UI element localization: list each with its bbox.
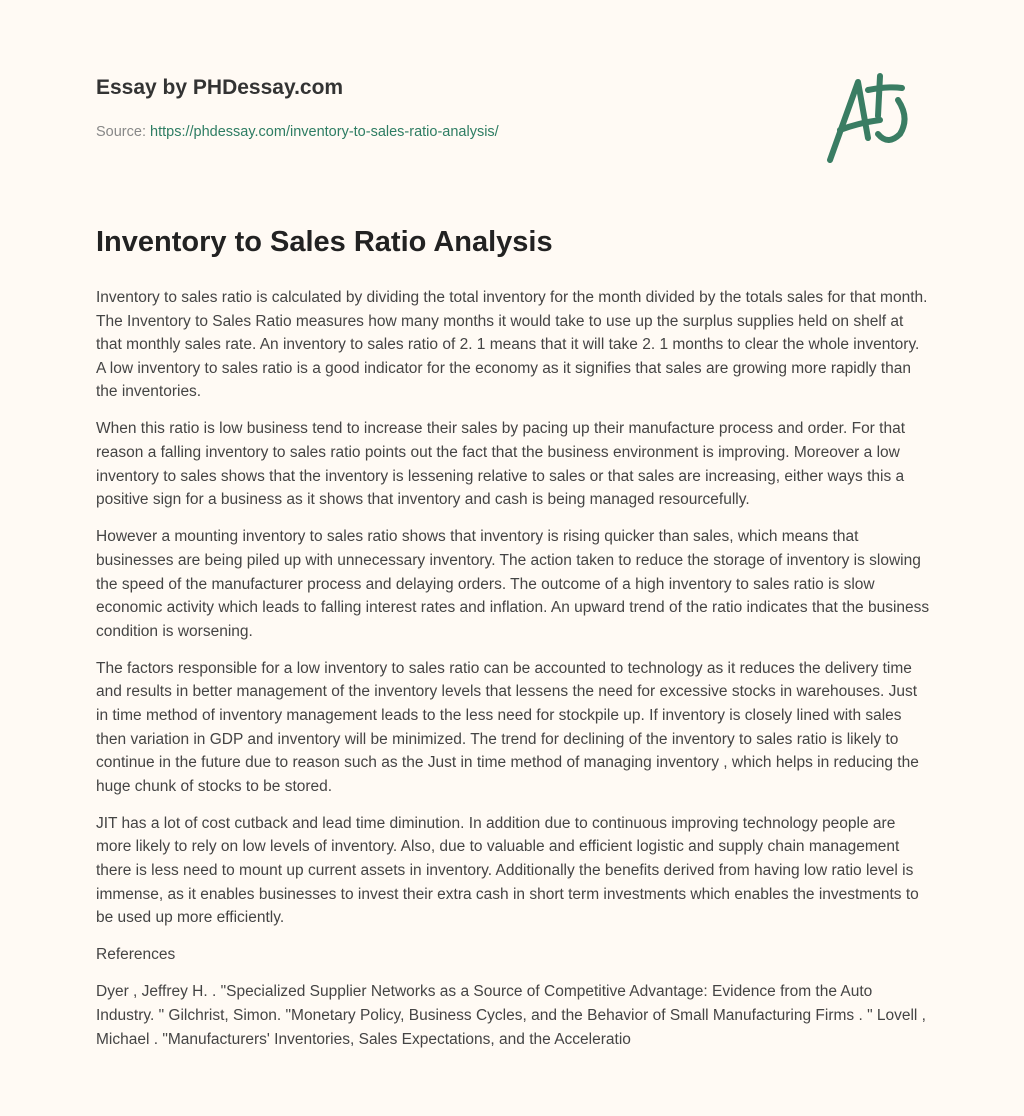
paragraph: However a mounting inventory to sales ratio shows that inventory is rising quicker than sales, which means that businesses are being piled up with unnecessary inventory. The action taken to reduce the storage of inventory is slowing the speed of the manufacturer process and delaying orders. The outcome of a high inventory to sales ratio is slow economic activity which leads to falling interest rates and inflation. An upward trend of the ratio indicates that the business condition is worsening. (96, 528, 930, 640)
source-label: Source: (96, 124, 146, 140)
references-text: Dyer , Jeffrey H. . "Specialized Supplier Networks as a Source of Competitive Advantage: Evidence from the Auto Industry. " Gilchrist, Simon. "Monetary Policy, Business Cycles, and the Behavior of Small Manufacturing Firms . " Lovell , Michael . "Manufacturers' Inventories, Sales Expectations, and the Acceleratio (96, 983, 926, 1048)
site-title: Essay by PHDessay.com (96, 76, 344, 99)
references-heading: References (96, 946, 176, 964)
source-link[interactable]: https://phdessay.com/inventory-to-sales-ratio-analysis/ (150, 124, 499, 140)
paragraph: The factors responsible for a low inventory to sales ratio can be accounted to technology as it reduces the delivery time and results in better management of the inventory levels that lessens the need for excessive stocks in warehouses. Just in time method of inventory management leads to the less need for stockpile up. If inventory is closely lined with sales then variation in GDP and inventory will be minimized. The trend for declining of the inventory to sales ratio is likely to continue in the future due to reason such as the Just in time method of managing inventory , which helps in reducing the huge chunk of stocks to be stored. (96, 659, 919, 795)
source-line (96, 124, 499, 140)
article-title: Inventory to Sales Ratio Analysis (96, 226, 553, 258)
article-body (96, 286, 932, 1065)
paragraph: JIT has a lot of cost cutback and lead time diminution. In addition due to continuous improving technology people are more likely to rely on low levels of inventory. Also, due to valuable and efficient logistic and supply chain management there is less need to mount up current assets in inventory. Additionally the benefits derived from having low ratio level is immense, as it enables businesses to invest their extra cash in short term investments which enables the investments to be used up more efficiently. (96, 814, 919, 927)
paragraph: Inventory to sales ratio is calculated by dividing the total inventory for the month divided by the totals sales for that month. The Inventory to Sales Ratio measures how many months it would take to use up the surplus supplies held on shelf at that monthly sales rate. An inventory to sales ratio of 2. 1 means that it will take 2. 1 months to clear the whole inventory. A low inventory to sales ratio is a good indicator for the economy as it signifies that sales are growing more rapidly than the inventories. (96, 289, 928, 401)
a-plus-logo-icon (818, 68, 928, 168)
paragraph: When this ratio is low business tend to increase their sales by pacing up their manufacture process and order. For that reason a falling inventory to sales ratio points out the fact that the business environment is improving. Moreover a low inventory to sales shows that the inventory is lessening relative to sales or that sales are increasing, either ways this a positive sign for a business as it shows that inventory and cash is being managed resourcefully. (96, 420, 906, 509)
